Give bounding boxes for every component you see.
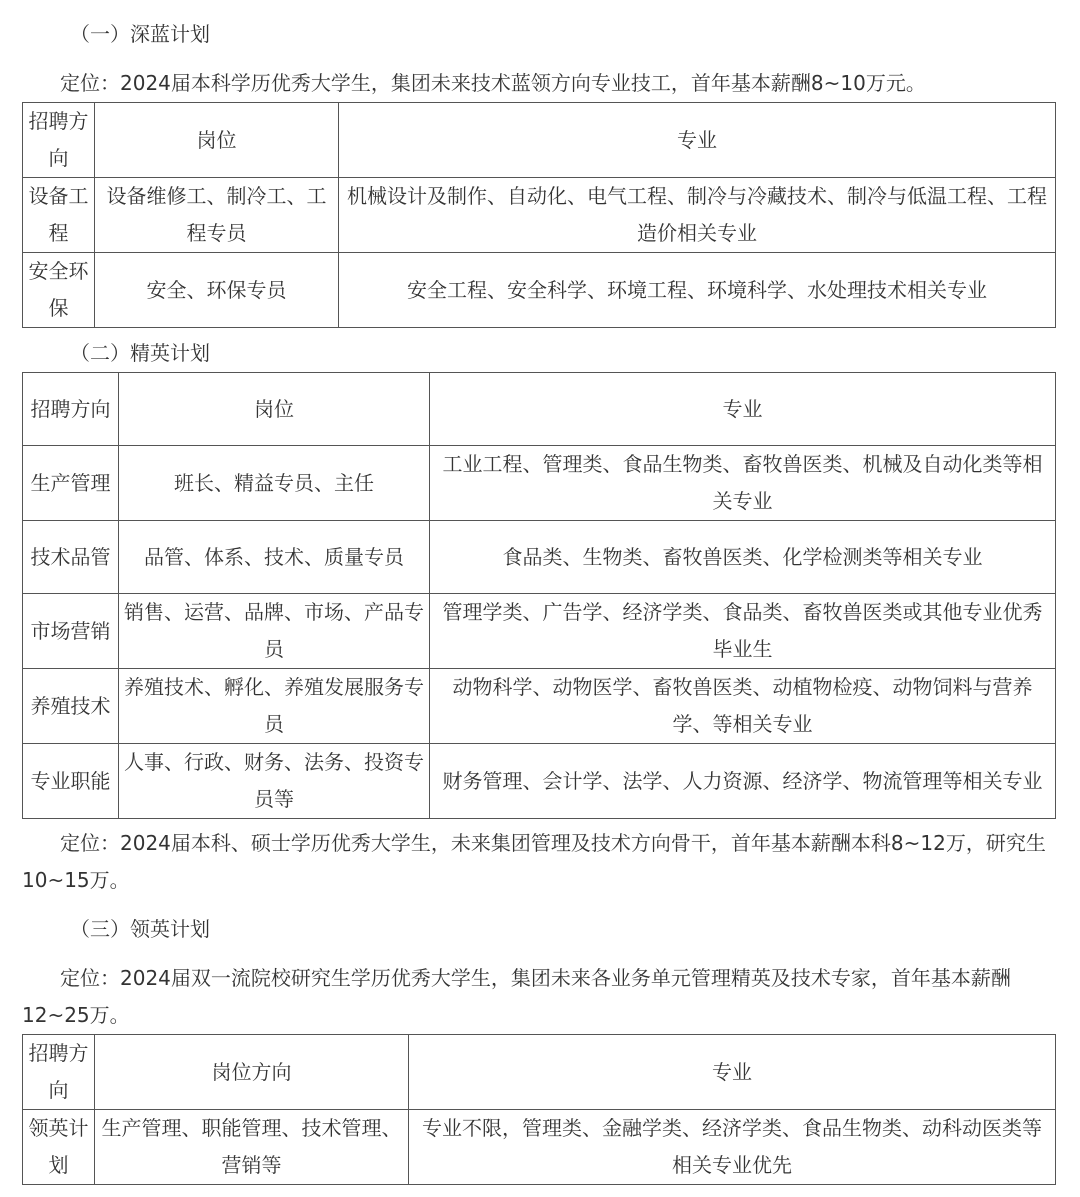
header-major: 专业 [430,373,1056,446]
table-row [23,521,1056,594]
table-row [23,253,1056,328]
cell-position: 人事、行政、财务、法务、投资专员等 [119,744,430,819]
cell-direction: 专业职能 [23,744,119,819]
cell-direction: 安全环保 [23,253,95,328]
table-row [23,744,1056,819]
header-position: 岗位 [95,103,339,178]
cell-direction: 领英计划 [23,1110,95,1185]
cell-major: 专业不限，管理类、金融学类、经济学类、食品生物类、动科动医类等相关专业优先 [409,1110,1056,1185]
section3-table [22,1034,1056,1185]
cell-major: 管理学类、广告学、经济学类、食品类、畜牧兽医类或其他专业优秀毕业生 [430,594,1056,669]
section1-positioning: 定位：2024届本科学历优秀大学生，集团未来技术蓝领方向专业技工，首年基本薪酬8~10万元。 [60,71,926,95]
cell-direction: 生产管理 [23,446,119,521]
table-header-row [23,373,1056,446]
table-row [23,1110,1056,1185]
header-position: 岗位 [119,373,430,446]
header-major: 专业 [409,1035,1056,1110]
cell-major: 动物科学、动物医学、畜牧兽医类、动植物检疫、动物饲料与营养学、等相关专业 [430,669,1056,744]
header-direction: 招聘方向 [23,373,119,446]
table-row [23,594,1056,669]
section2-table [22,372,1056,819]
table-row [23,446,1056,521]
cell-major: 食品类、生物类、畜牧兽医类、化学检测类等相关专业 [430,521,1056,594]
section3-heading: （三）领英计划 [70,917,210,941]
section1-heading: （一）深蓝计划 [70,22,210,46]
header-major: 专业 [339,103,1056,178]
cell-major: 机械设计及制作、自动化、电气工程、制冷与冷藏技术、制冷与低温工程、工程造价相关专业 [339,178,1056,253]
cell-major: 财务管理、会计学、法学、人力资源、经济学、物流管理等相关专业 [430,744,1056,819]
cell-position: 设备维修工、制冷工、工程专员 [95,178,339,253]
table-row [23,669,1056,744]
cell-direction: 市场营销 [23,594,119,669]
cell-position: 品管、体系、技术、质量专员 [119,521,430,594]
section2-positioning: 定位：2024届本科、硕士学历优秀大学生，未来集团管理及技术方向骨干，首年基本薪酬本科8~12万，研究生10~15万。 [22,831,1046,892]
cell-position: 生产管理、职能管理、技术管理、营销等 [95,1110,409,1185]
table-header-row [23,103,1056,178]
table-row [23,178,1056,253]
section2-heading: （二）精英计划 [70,341,210,365]
header-direction: 招聘方向 [23,103,95,178]
cell-position: 销售、运营、品牌、市场、产品专员 [119,594,430,669]
cell-position: 安全、环保专员 [95,253,339,328]
table-header-row [23,1035,1056,1110]
cell-position: 养殖技术、孵化、养殖发展服务专员 [119,669,430,744]
section3-positioning: 定位：2024届双一流院校研究生学历优秀大学生，集团未来各业务单元管理精英及技术专家，首年基本薪酬12~25万。 [22,966,1011,1027]
cell-direction: 设备工程 [23,178,95,253]
cell-direction: 养殖技术 [23,669,119,744]
header-direction: 招聘方向 [23,1035,95,1110]
cell-direction: 技术品管 [23,521,119,594]
header-position: 岗位方向 [95,1035,409,1110]
section1-table [22,102,1056,328]
cell-position: 班长、精益专员、主任 [119,446,430,521]
cell-major: 工业工程、管理类、食品生物类、畜牧兽医类、机械及自动化类等相关专业 [430,446,1056,521]
cell-major: 安全工程、安全科学、环境工程、环境科学、水处理技术相关专业 [339,253,1056,328]
